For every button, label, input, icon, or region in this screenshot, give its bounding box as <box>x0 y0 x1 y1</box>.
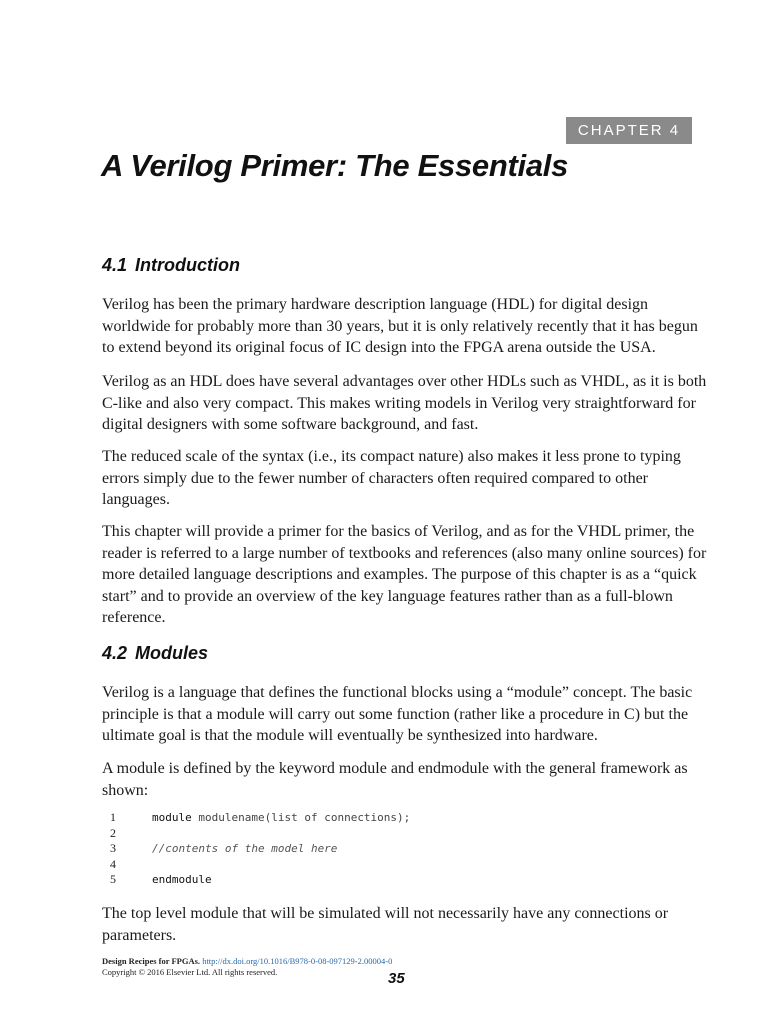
paragraph-line: The reduced scale of the syntax (i.e., its compact nature) also makes it less prone to typing <box>102 448 681 465</box>
paragraph-module-concept <box>102 682 692 747</box>
paragraph-line: languages. <box>102 491 170 509</box>
paragraph-line: worldwide for probably more than 30 years, but it is only relatively recently that it has begun <box>102 317 698 335</box>
paragraph-line: to extend beyond its original focus of IC design into the FPGA arena outside the USA. <box>102 339 656 357</box>
paragraph-line: Verilog is a language that defines the functional blocks using a “module” concept. The basic <box>102 684 693 701</box>
paragraph-line: start” and to provide an overview of the key language features rather than as a full-blown <box>102 587 673 605</box>
section-number: 4.2 <box>102 643 128 663</box>
section-heading-introduction <box>102 255 240 276</box>
code-listing <box>110 810 610 888</box>
code-text: modulename(list of connections); <box>191 811 411 824</box>
paragraph-line: C-like and also very compact. This makes writing models in Verilog very straightforward for <box>102 394 696 412</box>
section-heading-modules <box>102 643 208 664</box>
paragraph-line: ultimate goal is that the module will eventually be synthesized into hardware. <box>102 727 598 745</box>
page-number: 35 <box>388 970 405 987</box>
paragraph-advantages <box>102 371 707 436</box>
paragraph-line: The top level module that will be simulated will not necessarily have any connections or <box>102 905 669 922</box>
book-title: Design Recipes for FPGAs. <box>102 956 201 966</box>
page-footer <box>102 956 392 978</box>
section-number: 4.1 <box>102 255 128 275</box>
code-comment: //contents of the model here <box>152 842 338 856</box>
paragraph-module-definition <box>102 758 692 801</box>
paragraph-line: reference. <box>102 609 166 627</box>
code-line-number: 1 <box>110 810 116 824</box>
paragraph-line: parameters. <box>102 926 177 944</box>
code-keyword: endmodule <box>152 873 212 887</box>
code-line-number: 5 <box>110 872 116 887</box>
paragraph-line: reader is referred to a large number of textbooks and references (also many online sources) for <box>102 544 707 562</box>
code-line-number: 2 <box>110 825 116 840</box>
paragraph-top-level-module <box>102 903 692 946</box>
code-line <box>110 872 610 888</box>
paragraph-line: principle is that a module will carry out some function (rather like a procedure in C) but the <box>102 705 689 723</box>
paragraph-chapter-purpose <box>102 521 707 629</box>
chapter-label: CHAPTER 4 <box>566 117 692 144</box>
code-line-number: 4 <box>110 856 116 871</box>
paragraph-line: A module is defined by the keyword module and endmodule with the general framework as <box>102 760 688 777</box>
paragraph-line: shown: <box>102 781 149 799</box>
paragraph-line: Verilog as an HDL does have several advantages over other HDLs such as VHDL, as it is both <box>102 373 707 390</box>
code-line-number: 3 <box>110 841 116 856</box>
copyright-notice: Copyright © 2016 Elsevier Ltd. All rights reserved. <box>102 967 278 977</box>
paragraph-line: errors simply due to the fewer number of characters often required compared to other <box>102 469 648 487</box>
code-keyword: module <box>152 811 192 824</box>
chapter-title: A Verilog Primer: The Essentials <box>101 148 569 183</box>
paragraph-hdl-history <box>102 294 698 359</box>
section-title: Introduction <box>135 255 241 275</box>
paragraph-line: Verilog has been the primary hardware description language (HDL) for digital design <box>102 296 649 313</box>
paragraph-syntax <box>102 446 692 511</box>
paragraph-line: This chapter will provide a primer for the basics of Verilog, and as for the VHDL primer, the <box>102 523 695 540</box>
code-line <box>110 841 610 857</box>
doi-link[interactable]: http://dx.doi.org/10.1016/B978-0-08-097129-2.00004-0 <box>202 956 393 966</box>
section-title: Modules <box>135 643 209 663</box>
code-line <box>110 810 610 826</box>
code-line <box>110 857 610 873</box>
paragraph-line: more detailed language descriptions and examples. The purpose of this chapter is as a “quick <box>102 566 697 584</box>
paragraph-line: digital designers with some software background, and fast. <box>102 416 479 434</box>
code-line <box>110 826 610 842</box>
